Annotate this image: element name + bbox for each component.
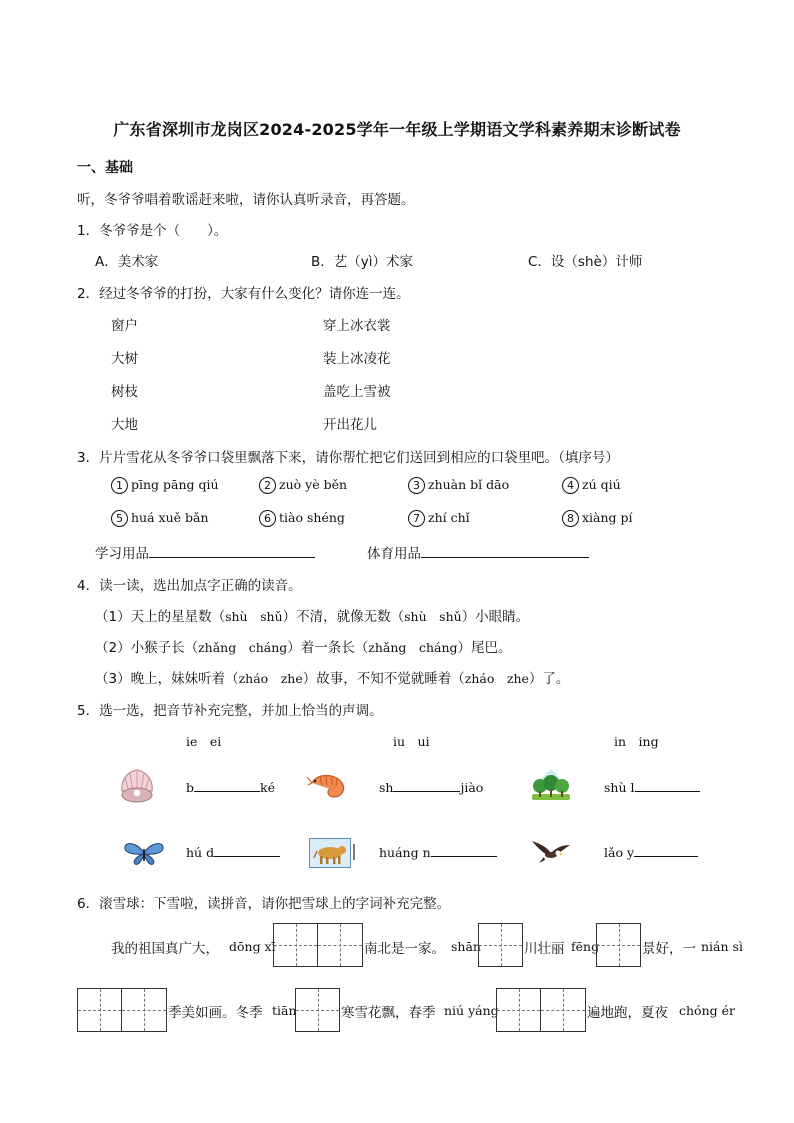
pinyin: zhuàn bǐ dāo	[428, 477, 510, 492]
q1-option-a[interactable]: A．美术家	[95, 254, 159, 270]
pinyin: huá xuě bǎn	[131, 510, 209, 525]
q2-left-item[interactable]: 窗户	[111, 318, 138, 334]
q2-right-item[interactable]: 盖吃上雪被	[323, 384, 391, 400]
q2-right-item[interactable]: 装上冰凌花	[323, 351, 391, 367]
text: shù l	[604, 780, 635, 795]
q5-hint: ie ei	[186, 734, 222, 749]
snowflake-item	[111, 510, 209, 527]
q1-stem: 1．冬爷爷是个（ ）。	[77, 223, 228, 239]
section-heading: 一、基础	[77, 160, 133, 176]
text: huáng n	[379, 845, 431, 860]
answer-blank[interactable]	[431, 856, 497, 857]
text: hú d	[186, 845, 215, 860]
q5-word-5	[379, 845, 497, 860]
text: lǎo y	[604, 845, 635, 860]
q5-hint: iu ui	[393, 734, 430, 749]
trees-icon	[531, 767, 571, 803]
q6-text: 遍地跑，夏夜	[587, 1005, 668, 1021]
q6-pinyin: chóng ér	[679, 1003, 735, 1018]
q1-option-c[interactable]: C．设（shè）计师	[528, 254, 643, 270]
page-title: 广东省深圳市龙岗区2024-2025学年一年级上学期语文学科素养期末诊断试卷	[113, 120, 681, 139]
q2-right-item[interactable]: 开出花儿	[323, 417, 377, 433]
sports-supplies-blank[interactable]	[421, 557, 589, 558]
q2-left-item[interactable]: 大地	[111, 417, 138, 433]
text: （1）天上的星星数（	[95, 609, 226, 625]
q6-pinyin: nián sì	[701, 939, 743, 954]
grid-cell[interactable]	[497, 989, 541, 1031]
text: ）着一条长（	[287, 640, 369, 656]
snowflake-item	[259, 510, 345, 527]
q5-word-4	[186, 845, 280, 860]
pinyin: zú qiú	[582, 477, 621, 492]
text: b	[186, 780, 195, 795]
pinyin: tiào shéng	[279, 510, 345, 525]
q6-pinyin: tiān	[272, 1003, 297, 1018]
pinyin: pīng pāng qiú	[131, 477, 219, 492]
text: sh	[379, 780, 394, 795]
snowflake-item	[408, 477, 509, 494]
snowflake-item	[562, 477, 621, 494]
q6-text: 寒雪花飘，春季	[341, 1005, 436, 1021]
writing-grid[interactable]	[596, 923, 641, 967]
pinyin-choice[interactable]: zhǎng cháng	[368, 640, 458, 655]
text: （3）晚上，妹妹听着（	[95, 671, 239, 687]
q4-line-3	[95, 667, 569, 687]
q6-pinyin: niú yáng	[444, 1003, 499, 1018]
text: ）小眼睛。	[461, 609, 530, 625]
answer-blank[interactable]	[194, 791, 260, 792]
snowflake-item	[562, 510, 633, 527]
number-circle: 6	[259, 510, 276, 527]
snowflake-item	[408, 510, 470, 527]
writing-grid[interactable]	[295, 988, 340, 1032]
pinyin: zhí chǐ	[428, 510, 470, 525]
writing-grid[interactable]	[273, 923, 363, 967]
text: ké	[260, 780, 275, 795]
q5-word-2	[379, 780, 483, 795]
study-supplies-row	[95, 542, 315, 562]
grid-cell[interactable]	[296, 989, 339, 1031]
q6-pinyin: fēng	[571, 939, 600, 954]
q4-line-1	[95, 605, 529, 625]
q5-stem: 5．选一选，把音节补充完整，并加上恰当的声调。	[77, 703, 383, 719]
q2-right-item[interactable]: 穿上冰衣裳	[323, 318, 391, 334]
grid-cell[interactable]	[318, 924, 362, 966]
number-circle: 8	[562, 510, 579, 527]
grid-cell[interactable]	[541, 989, 585, 1031]
q6-text: 川壮丽	[524, 941, 565, 957]
study-supplies-label: 学习用品	[95, 546, 149, 562]
pinyin: xiàng pí	[582, 510, 633, 525]
number-circle: 5	[111, 510, 128, 527]
q5-hint: in ing	[614, 734, 659, 749]
number-circle: 1	[111, 477, 128, 494]
snowflake-item	[111, 477, 219, 494]
pinyin-choice[interactable]: zháo zhe	[464, 671, 529, 686]
q6-pinyin: dōng xī	[229, 939, 276, 954]
q6-text: 我的祖国真广大，	[111, 941, 219, 957]
grid-cell[interactable]	[597, 924, 640, 966]
snowflake-item	[259, 477, 347, 494]
text: （2）小猴子长（	[95, 640, 199, 656]
q6-text: 南北是一家。	[364, 941, 445, 957]
eagle-icon	[531, 839, 571, 867]
text: ）了。	[528, 671, 570, 687]
q4-stem: 4．读一读，选出加点字正确的读音。	[77, 578, 302, 594]
number-circle: 4	[562, 477, 579, 494]
q6-text: 季美如画。冬季	[168, 1005, 263, 1021]
text: jiào	[460, 780, 484, 795]
pinyin-choice[interactable]: shù shǔ	[404, 609, 462, 624]
q5-word-1	[186, 780, 275, 795]
grid-cell[interactable]	[479, 924, 522, 966]
text: ）故事，不知不觉就睡着（	[302, 671, 465, 687]
writing-grid[interactable]	[77, 988, 167, 1032]
q5-word-6	[604, 845, 698, 860]
sports-supplies-row	[367, 542, 589, 562]
text: ）尾巴。	[457, 640, 512, 656]
butterfly-icon	[124, 841, 164, 867]
number-circle: 7	[408, 510, 425, 527]
q2-left-item[interactable]: 大树	[111, 351, 138, 367]
number-circle: 2	[259, 477, 276, 494]
cow-icon	[309, 838, 355, 868]
q5-word-3	[604, 780, 700, 795]
shrimp-icon	[306, 771, 350, 801]
q6-stem: 6．滚雪球：下雪啦，读拼音，请你把雪球上的字词补充完整。	[77, 896, 451, 912]
q6-text: 景好，一	[642, 941, 696, 957]
answer-blank[interactable]	[634, 856, 698, 857]
grid-cell[interactable]	[78, 989, 122, 1031]
pinyin-choice[interactable]: shù shǔ	[225, 609, 283, 624]
writing-grid[interactable]	[496, 988, 586, 1032]
grid-cell[interactable]	[274, 924, 318, 966]
q6-pinyin: shān	[451, 939, 481, 954]
sports-supplies-label: 体育用品	[367, 546, 421, 562]
shell-icon	[118, 767, 156, 805]
number-circle: 3	[408, 477, 425, 494]
text: ）不清，就像无数（	[282, 609, 405, 625]
q1-option-b[interactable]: B．艺（yì）术家	[311, 254, 414, 270]
pinyin: zuò yè běn	[279, 477, 348, 492]
pinyin-choice[interactable]: zhǎng cháng	[198, 640, 288, 655]
q2-stem: 2．经过冬爷爷的打扮，大家有什么变化？请你连一连。	[77, 286, 410, 302]
intro-text: 听，冬爷爷唱着歌谣赶来啦，请你认真听录音，再答题。	[77, 192, 415, 208]
answer-blank[interactable]	[214, 856, 280, 857]
q4-line-2	[95, 636, 512, 656]
q2-left-item[interactable]: 树枝	[111, 384, 138, 400]
answer-blank[interactable]	[393, 791, 460, 792]
answer-blank[interactable]	[635, 791, 700, 792]
grid-cell[interactable]	[122, 989, 166, 1031]
writing-grid[interactable]	[478, 923, 523, 967]
study-supplies-blank[interactable]	[149, 557, 315, 558]
q3-stem: 3．片片雪花从冬爷爷口袋里飘落下来，请你帮忙把它们送回到相应的口袋里吧。（填序号）	[77, 450, 619, 466]
pinyin-choice[interactable]: zháo zhe	[238, 671, 303, 686]
